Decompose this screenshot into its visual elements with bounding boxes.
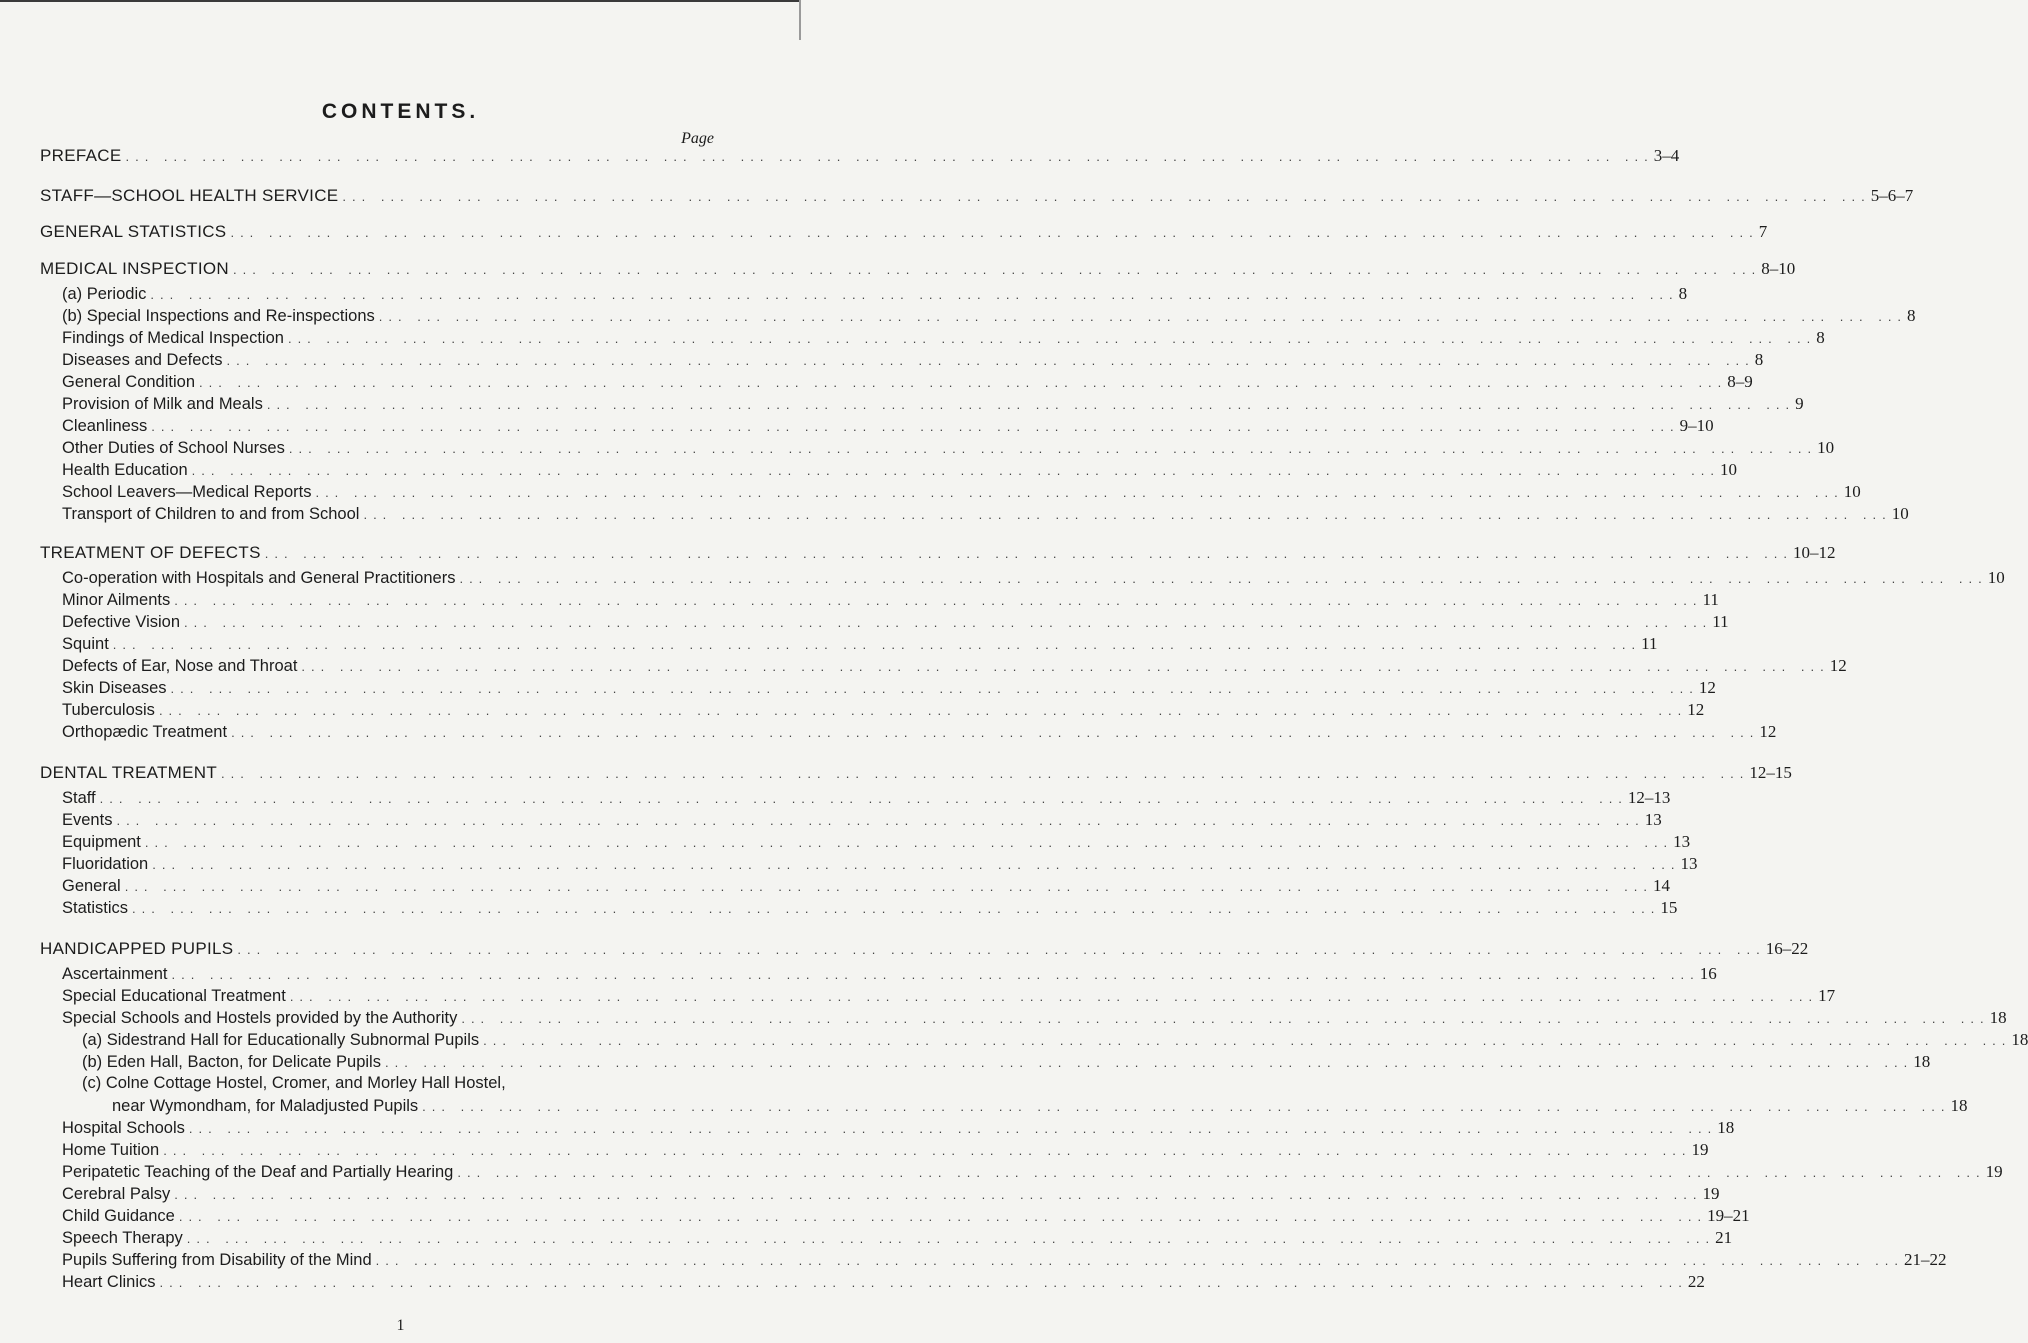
toc-entry-label: Diseases and Defects [62,351,223,369]
toc-entry-row [112,1096,1968,1118]
toc-entry-row [62,678,1716,700]
toc-page-number: 9 [1795,394,1804,413]
toc-entry-label: Pupils Suffering from Disability of the Mind [62,1251,372,1269]
toc-entry-label: PREFACE [40,146,122,165]
toc-page-number: 12–13 [1627,788,1671,807]
toc-section-row [40,146,1680,168]
toc-entry-label: Skin Diseases [62,679,167,697]
toc-entry-label: DENTAL TREATMENT [40,763,218,782]
toc-page-number: 12–15 [1749,763,1792,782]
dot-leader: ... ... ... ... ... ... ... ... ... ... ... ... ... ... ... ... ... ... ... ... ... ... ... ... ... ... ... ... ... ... ... ... ... ... ... ... ... ... ... ... [288,441,1818,456]
toc-entry-row [62,460,1737,482]
toc-entry-label: HANDICAPPED PUPILS [40,939,234,958]
toc-section-row [40,222,1768,244]
toc-page-number: 11 [1702,590,1719,609]
toc-page-number: 8–10 [1761,259,1796,278]
dot-leader: ... ... ... ... ... ... ... ... ... ... ... ... ... ... ... ... ... ... ... ... ... ... ... ... ... ... ... ... ... ... ... ... ... ... ... ... ... ... ... ... [116,813,1645,828]
dot-leader: ... ... ... ... ... ... ... ... ... ... ... ... ... ... ... ... ... ... ... ... ... ... ... ... ... ... ... ... ... ... ... ... ... ... ... ... ... ... ... ... [342,189,1871,204]
dot-leader: ... ... ... ... ... ... ... ... ... ... ... ... ... ... ... ... ... ... ... ... ... ... ... ... ... ... ... ... ... ... ... ... ... ... ... ... ... ... ... ... [188,1121,1718,1136]
toc-entry-label: TREATMENT OF DEFECTS [40,543,261,562]
dot-leader: ... ... ... ... ... ... ... ... ... ... ... ... ... ... ... ... ... ... ... ... ... ... ... ... ... ... ... ... ... ... ... ... ... ... ... ... ... ... ... ... [191,463,1720,478]
toc-entry-row [62,1140,1709,1162]
toc-page-number: 19 [1702,1184,1720,1203]
toc-page-number: 9–10 [1679,416,1714,435]
toc-section-row [40,186,1914,208]
toc-page-number: 8 [1678,284,1688,303]
toc-entry-label: Ascertainment [62,965,168,983]
page-column-heading: Page [681,130,714,147]
dot-leader: ... ... ... ... ... ... ... ... ... ... ... ... ... ... ... ... ... ... ... ... ... ... ... ... ... ... ... ... ... ... ... ... ... ... ... ... ... ... ... ... [174,593,1703,608]
toc-entry-row [62,394,1804,416]
toc-entry-label: (a) Periodic [62,285,147,303]
toc-entry-row [82,1052,1931,1074]
dot-leader: ... ... ... ... ... ... ... ... ... ... ... ... ... ... ... ... ... ... ... ... ... ... ... ... ... ... ... ... ... ... ... ... ... ... ... ... ... ... ... ... [289,989,1819,1004]
toc-page-number: 11 [1712,612,1729,631]
toc-entry-label: Hospital Schools [62,1119,185,1137]
dot-leader: ... ... ... ... ... ... ... ... ... ... ... ... ... ... ... ... ... ... ... ... ... ... ... ... ... ... ... ... ... ... ... ... ... ... ... ... ... ... ... ... [184,615,1713,630]
toc-entry-label: Statistics [62,899,129,917]
toc-entry-row [62,328,1825,350]
toc-page-number: 15 [1660,898,1678,917]
dot-leader: ... ... ... ... ... ... ... ... ... ... ... ... ... ... ... ... ... ... ... ... ... ... ... ... ... ... ... ... ... ... ... ... ... ... ... ... ... ... ... ... [170,681,1699,696]
toc-entry-label: Defects of Ear, Nose and Throat [62,657,298,675]
dot-leader: ... ... ... ... ... ... ... ... ... ... ... ... ... ... ... ... ... ... ... ... ... ... ... ... ... ... ... ... ... ... ... ... ... ... ... ... ... ... ... ... [151,419,1680,434]
toc-entry-row [62,810,1662,832]
toc-page-number: 10 [1987,568,2005,587]
dot-leader: ... ... ... ... ... ... ... ... ... ... ... ... ... ... ... ... ... ... ... ... ... ... ... ... ... ... ... ... ... ... ... ... ... ... ... ... ... ... ... ... [375,1253,1904,1268]
dot-leader: ... ... ... ... ... ... ... ... ... ... ... ... ... ... ... ... ... ... ... ... ... ... ... ... ... ... ... ... ... ... ... ... ... ... ... ... ... ... ... ... [144,835,1674,850]
toc-page-number: 13 [1644,810,1662,829]
toc-page-number: 13 [1673,832,1691,851]
dot-leader: ... ... ... ... ... ... ... ... ... ... ... ... ... ... ... ... ... ... ... ... ... ... ... ... ... ... ... ... ... ... ... ... ... ... ... ... ... ... ... ... [384,1055,1914,1070]
toc-entry-label: Cleanliness [62,417,148,435]
toc-entry-label: (a) Sidestrand Hall for Educationally Subnormal Pupils [82,1031,480,1049]
toc-entry-row [62,438,1835,460]
dot-leader: ... ... ... ... ... ... ... ... ... ... ... ... ... ... ... ... ... ... ... ... ... ... ... ... ... ... ... ... ... ... ... ... ... ... ... ... ... ... ... ... [125,149,1654,164]
toc-entry-label: Events [62,811,113,829]
dot-leader: ... ... ... ... ... ... ... ... ... ... ... ... ... ... ... ... ... ... ... ... ... ... ... ... ... ... ... ... ... ... ... ... ... ... ... ... ... ... ... ... [124,879,1653,894]
dot-leader: ... ... ... ... ... ... ... ... ... ... ... ... ... ... ... ... ... ... ... ... ... ... ... ... ... ... ... ... ... ... ... ... ... ... ... ... ... ... ... ... [159,1275,1688,1290]
toc-entry-row [62,788,1671,810]
dot-leader: ... ... ... ... ... ... ... ... ... ... ... ... ... ... ... ... ... ... ... ... ... ... ... ... ... ... ... ... ... ... ... ... ... ... ... ... ... ... ... ... [264,546,1793,561]
toc-page-number: 18 [2011,1030,2028,1049]
toc-entry-label: (b) Special Inspections and Re-inspections [62,307,375,325]
toc-page-number: 14 [1652,876,1670,895]
toc-entry-row [62,1008,2007,1030]
toc-entry-row [62,854,1698,876]
toc-page-number: 12 [1698,678,1716,697]
toc-entry-label: Special Educational Treatment [62,987,286,1005]
toc-entry-row [62,1118,1735,1140]
dot-leader: ... ... ... ... ... ... ... ... ... ... ... ... ... ... ... ... ... ... ... ... ... ... ... ... ... ... ... ... ... ... ... ... ... ... ... ... ... ... ... ... [99,791,1628,806]
toc-page-number: 3–4 [1653,146,1680,165]
toc-entry-row [62,612,1729,634]
toc-entry-row [62,1228,1733,1250]
dot-leader: ... ... ... ... ... ... ... ... ... ... ... ... ... ... ... ... ... ... ... ... ... ... ... ... ... ... ... ... ... ... ... ... ... ... ... ... ... ... ... ... [158,703,1688,718]
toc-entry-label: Fluoridation [62,855,149,873]
toc-page-number: 18 [1989,1008,2007,1027]
toc-page-number: 10 [1891,504,1909,523]
dot-leader: ... ... ... ... ... ... ... ... ... ... ... ... ... ... ... ... ... ... ... ... ... ... ... ... ... ... ... ... ... ... ... ... ... ... ... ... ... ... ... ... [315,485,1844,500]
dot-leader: ... ... ... ... ... ... ... ... ... ... ... ... ... ... ... ... ... ... ... ... ... ... ... ... ... ... ... ... ... ... ... ... ... ... ... ... ... ... ... ... [232,262,1762,277]
toc-page-number: 18 [1913,1052,1931,1071]
toc-entry-row [62,372,1753,394]
contents-title: CONTENTS. [321,100,480,123]
toc-page-number: 17 [1818,986,1836,1005]
toc-page-number: 10 [1843,482,1861,501]
toc-page-number: 8 [1907,306,1916,325]
dot-leader: ... ... ... ... ... ... ... ... ... ... ... ... ... ... ... ... ... ... ... ... ... ... ... ... ... ... ... ... ... ... ... ... ... ... ... ... ... ... ... ... [150,287,1679,302]
dot-leader: ... ... ... ... ... ... ... ... ... ... ... ... ... ... ... ... ... ... ... ... ... ... ... ... ... ... ... ... ... ... ... ... ... ... ... ... ... ... ... ... [287,331,1817,346]
toc-entry-label: Tuberculosis [62,701,155,719]
toc-entry-row [62,722,1777,744]
toc-page-number: 8 [1754,350,1764,369]
toc-entry-label: Other Duties of School Nurses [62,439,285,457]
toc-entry-label: Transport of Children to and from School [62,505,360,523]
dot-leader: ... ... ... ... ... ... ... ... ... ... ... ... ... ... ... ... ... ... ... ... ... ... ... ... ... ... ... ... ... ... ... ... ... ... ... ... ... ... ... ... [171,967,1700,982]
page-number: 1 [396,1317,405,1334]
toc-entry-row [62,832,1691,854]
toc-page-number: 22 [1687,1272,1705,1291]
toc-entry-label: General Condition [62,373,195,391]
toc-entry-label: Cerebral Palsy [62,1185,171,1203]
toc-entry-label: Orthopædic Treatment [62,723,228,741]
toc-page-number: 19–21 [1707,1206,1750,1225]
dot-leader: ... ... ... ... ... ... ... ... ... ... ... ... ... ... ... ... ... ... ... ... ... ... ... ... ... ... ... ... ... ... ... ... ... ... ... ... ... ... ... ... [266,397,1796,412]
toc-page-number: 12 [1687,700,1705,719]
toc-entry-label: Minor Ailments [62,591,171,609]
toc-page-number: 18 [1950,1096,1968,1115]
toc-page-number: 10 [1719,460,1737,479]
toc-entry-label: Child Guidance [62,1207,175,1225]
dot-leader: ... ... ... ... ... ... ... ... ... ... ... ... ... ... ... ... ... ... ... ... ... ... ... ... ... ... ... ... ... ... ... ... ... ... ... ... ... ... ... ... [231,725,1760,740]
toc-entry-label: Peripatetic Teaching of the Deaf and Partially Hearing [62,1163,454,1181]
toc-page-number: 16 [1699,964,1717,983]
toc-entry-label: Speech Therapy [62,1229,183,1247]
toc-page-number: 8 [1816,328,1825,347]
toc-entry-label: General [62,877,121,895]
toc-entry-label: STAFF—SCHOOL HEALTH SERVICE [40,186,339,205]
dot-leader: ... ... ... ... ... ... ... ... ... ... ... ... ... ... ... ... ... ... ... ... ... ... ... ... ... ... ... ... ... ... ... ... ... ... ... ... ... ... ... ... [178,1209,1708,1224]
dot-leader: ... ... ... ... ... ... ... ... ... ... ... ... ... ... ... ... ... ... ... ... ... ... ... ... ... ... ... ... ... ... ... ... ... ... ... ... ... ... ... ... [461,1011,1990,1026]
toc-section-row [40,763,1792,785]
toc-entry-row [62,986,1836,1008]
toc-entry-label: Provision of Milk and Meals [62,395,263,413]
toc-entry-row [62,504,1909,526]
toc-page-number: 16–22 [1765,939,1809,958]
toc-entry-label: Squint [62,635,109,653]
dot-leader: ... ... ... ... ... ... ... ... ... ... ... ... ... ... ... ... ... ... ... ... ... ... ... ... ... ... ... ... ... ... ... ... ... ... ... ... ... ... ... ... [237,942,1766,957]
toc-page-number: 19 [1985,1162,2003,1181]
toc-page-number: 10–12 [1793,543,1836,562]
toc-entry-row [62,482,1861,504]
toc-page-number: 18 [1717,1118,1735,1137]
toc-page-number: 10 [1817,438,1835,457]
toc-entry-row [82,1074,746,1096]
toc-page-number: 12 [1829,656,1847,675]
toc-entry-row [62,568,2005,590]
toc-entry-label: Special Schools and Hostels provided by the Authority [62,1009,458,1027]
dot-leader: ... ... ... ... ... ... ... ... ... ... ... ... ... ... ... ... ... ... ... ... ... ... ... ... ... ... ... ... ... ... ... ... ... ... ... ... ... ... ... ... [112,637,1642,652]
dot-leader: ... ... ... ... ... ... ... ... ... ... ... ... ... ... ... ... ... ... ... ... ... ... ... ... ... ... ... ... ... ... ... ... ... ... ... ... ... ... ... ... [378,309,1908,324]
toc-section-row [40,939,1809,961]
dot-leader: ... ... ... ... ... ... ... ... ... ... ... ... ... ... ... ... ... ... ... ... ... ... ... ... ... ... ... ... ... ... ... ... ... ... ... ... ... ... ... ... [152,857,1681,872]
toc-entry-row [62,656,1847,678]
toc-entry-row [82,1030,2028,1052]
dot-leader: ... ... ... ... ... ... ... ... ... ... ... ... ... ... ... ... ... ... ... ... ... ... ... ... ... ... ... ... ... ... ... ... ... ... ... ... ... ... ... ... [230,225,1759,240]
dot-leader: ... ... ... ... ... ... ... ... ... ... ... ... ... ... ... ... ... ... ... ... ... ... ... ... ... ... ... ... ... ... ... ... ... ... ... ... ... ... ... ... [186,1231,1716,1246]
toc-entry-label: MEDICAL INSPECTION [40,259,229,278]
toc-section-row [40,543,1836,565]
toc-page-number: 5–6–7 [1870,186,1914,205]
dot-leader: ... ... ... ... ... ... ... ... ... ... ... ... ... ... ... ... ... ... ... ... ... ... ... ... ... ... ... ... ... ... ... ... ... ... ... ... ... ... ... ... [483,1033,2012,1048]
toc-page-number: 19 [1691,1140,1709,1159]
toc-entry-row [62,284,1688,306]
toc-entry-label: Heart Clinics [62,1273,156,1291]
toc-entry-row [62,964,1717,986]
toc-entry-label: Co-operation with Hospitals and General Practitioners [62,569,456,587]
toc-entry-label: near Wymondham, for Maladjusted Pupils [112,1097,419,1115]
dot-leader: ... ... ... ... ... ... ... ... ... ... ... ... ... ... ... ... ... ... ... ... ... ... ... ... ... ... ... ... ... ... ... ... ... ... ... ... ... ... ... ... [163,1143,1692,1158]
dot-leader: ... ... ... ... ... ... ... ... ... ... ... ... ... ... ... ... ... ... ... ... ... ... ... ... ... ... ... ... ... ... ... ... ... ... ... ... ... ... ... ... [301,659,1830,674]
toc-entry-label: Home Tuition [62,1141,160,1159]
toc-entry-row [62,416,1714,438]
toc-page-number: 8–9 [1727,372,1753,391]
toc-entry-row [62,1184,1720,1206]
toc-entry-row [62,898,1678,920]
toc-entry-row [62,634,1658,656]
toc-entry-label: Staff [62,789,96,807]
dot-leader: ... ... ... ... ... ... ... ... ... ... ... ... ... ... ... ... ... ... ... ... ... ... ... ... ... ... ... ... ... ... ... ... ... ... ... ... ... ... ... ... [174,1187,1703,1202]
toc-page-number: 13 [1680,854,1698,873]
toc-entry-row [62,1250,1947,1272]
dot-leader: ... ... ... ... ... ... ... ... ... ... ... ... ... ... ... ... ... ... ... ... ... ... ... ... ... ... ... ... ... ... ... ... ... ... ... ... ... ... ... ... [457,1165,1986,1180]
toc-entry-row [62,700,1705,722]
toc-section-row [40,259,1796,281]
toc-entry-row [62,350,1764,372]
toc-page-number: 21 [1715,1228,1733,1247]
toc-entry-label: Health Education [62,461,188,479]
toc-entry-row [62,306,1916,328]
toc-entry-row [62,1162,2003,1184]
toc-entry-label: Findings of Medical Inspection [62,329,284,347]
toc-page-number: 12 [1759,722,1777,741]
dot-leader: ... ... ... ... ... ... ... ... ... ... ... ... ... ... ... ... ... ... ... ... ... ... ... ... ... ... ... ... ... ... ... ... ... ... ... ... ... ... ... ... [422,1099,1951,1114]
toc-entry-label: Equipment [62,833,141,851]
toc-entry-label: School Leavers—Medical Reports [62,483,312,501]
toc-entry-label: (c) Colne Cottage Hostel, Cromer, and Morley Hall Hostel, [82,1074,506,1092]
dot-leader: ... ... ... ... ... ... ... ... ... ... ... ... ... ... ... ... ... ... ... ... ... ... ... ... ... ... ... ... ... ... ... ... ... ... ... ... ... ... ... ... [226,353,1755,368]
toc-entry-row [62,876,1670,898]
toc-entry-row [62,1206,1750,1228]
toc-entry-label: (b) Eden Hall, Bacton, for Delicate Pupils [82,1053,381,1071]
toc-page-number: 11 [1641,634,1658,653]
toc-page-number: 7 [1758,222,1768,241]
toc-entry-label: Defective Vision [62,613,181,631]
toc-page-number: 21–22 [1903,1250,1947,1269]
dot-leader: ... ... ... ... ... ... ... ... ... ... ... ... ... ... ... ... ... ... ... ... ... ... ... ... ... ... ... ... ... ... ... ... ... ... ... ... ... ... ... ... [132,901,1661,916]
toc-entry-label: GENERAL STATISTICS [40,222,227,241]
toc-entry-row [62,1272,1705,1294]
dot-leader: ... ... ... ... ... ... ... ... ... ... ... ... ... ... ... ... ... ... ... ... ... ... ... ... ... ... ... ... ... ... ... ... ... ... ... ... ... ... ... ... [459,571,1988,586]
toc-entry-row [62,590,1719,612]
dot-leader: ... ... ... ... ... ... ... ... ... ... ... ... ... ... ... ... ... ... ... ... ... ... ... ... ... ... ... ... ... ... ... ... ... ... ... ... ... ... ... ... [363,507,1892,522]
dot-leader: ... ... ... ... ... ... ... ... ... ... ... ... ... ... ... ... ... ... ... ... ... ... ... ... ... ... ... ... ... ... ... ... ... ... ... ... ... ... ... ... [221,766,1750,781]
dot-leader: ... ... ... ... ... ... ... ... ... ... ... ... ... ... ... ... ... ... ... ... ... ... ... ... ... ... ... ... ... ... ... ... ... ... ... ... ... ... ... ... [199,375,1728,390]
